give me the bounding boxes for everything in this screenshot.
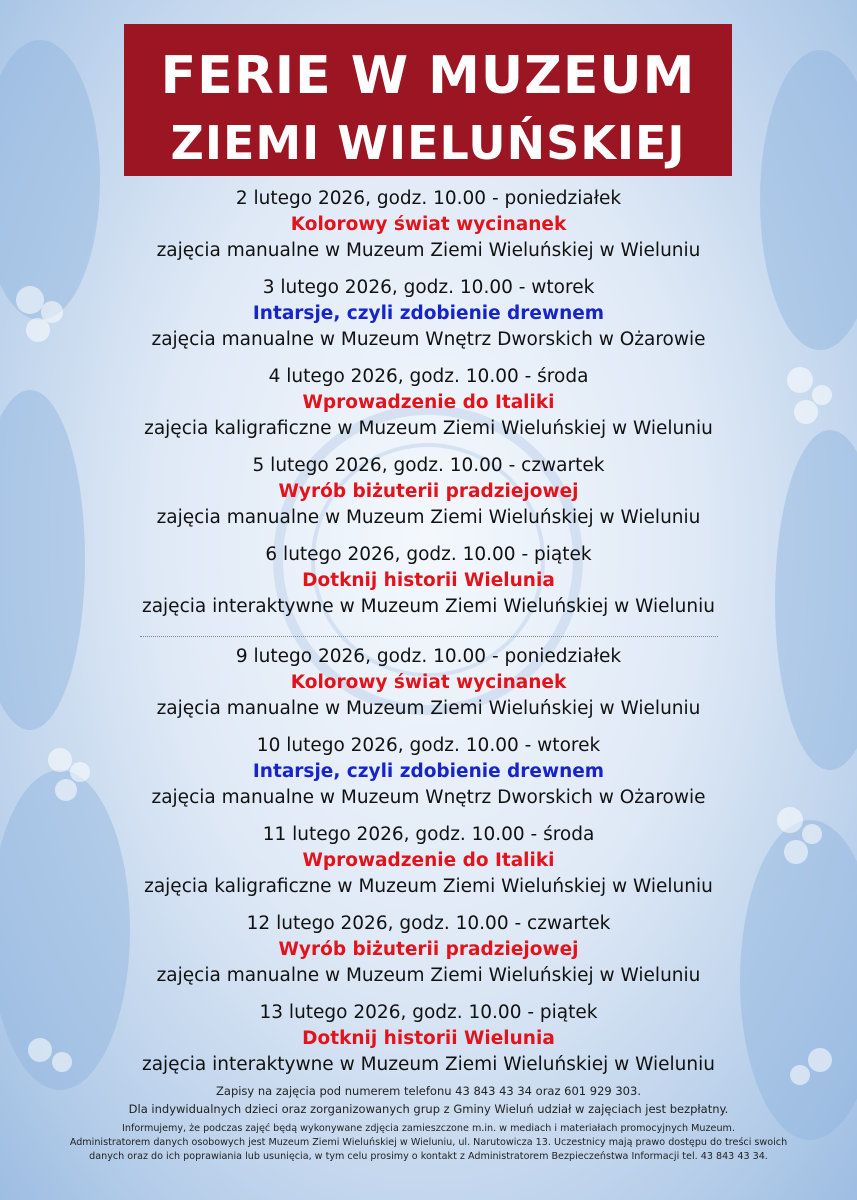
footer-gdpr-2: danych oraz do ich poprawiania lub usunięcia, w tym celu prosimy o kontakt z Administratorem Bezpieczeństwa Informacji tel. 43 843 43 34. xyxy=(89,1151,768,1162)
event-item xyxy=(0,364,857,453)
event-date: 6 lutego 2026, godz. 10.00 - piątek xyxy=(265,544,592,565)
event-title: Intarsje, czyli zdobienie drewnem xyxy=(252,761,605,782)
event-item xyxy=(0,733,857,822)
events-week-2 xyxy=(0,644,857,1089)
footer-free-participation: Dla indywidualnych dzieci oraz zorganizowanych grup z Gminy Wieluń udział w zajęciach jest bezpłatny. xyxy=(128,1102,729,1116)
event-description: zajęcia manualne w Muzeum Ziemi Wieluńskiej w Wieluniu xyxy=(156,240,701,261)
event-title: Wprowadzenie do Italiki xyxy=(302,850,555,871)
event-description: zajęcia manualne w Muzeum Ziemi Wieluńskiej w Wieluniu xyxy=(156,698,701,719)
event-item xyxy=(0,542,857,631)
event-date: 13 lutego 2026, godz. 10.00 - piątek xyxy=(259,1002,598,1023)
event-item xyxy=(0,186,857,275)
event-date: 12 lutego 2026, godz. 10.00 - czwartek xyxy=(246,913,611,934)
event-description: zajęcia kaligraficzne w Muzeum Ziemi Wieluńskiej w Wieluniu xyxy=(144,876,713,897)
event-date: 2 lutego 2026, godz. 10.00 - poniedziałek xyxy=(235,188,622,209)
event-item xyxy=(0,822,857,911)
event-date: 3 lutego 2026, godz. 10.00 - wtorek xyxy=(262,277,595,298)
event-item xyxy=(0,911,857,1000)
event-date: 9 lutego 2026, godz. 10.00 - poniedziałek xyxy=(235,646,622,667)
event-title: Dotknij historii Wielunia xyxy=(302,570,555,591)
title-line-1: FERIE W MUZEUM xyxy=(160,46,696,106)
event-title: Kolorowy świat wycinanek xyxy=(290,672,567,693)
events-week-1 xyxy=(0,186,857,631)
event-date: 11 lutego 2026, godz. 10.00 - środa xyxy=(262,824,595,845)
title-line-2: ZIEMI WIELUŃSKIEJ xyxy=(170,116,686,170)
event-title: Intarsje, czyli zdobienie drewnem xyxy=(252,303,605,324)
event-title: Kolorowy świat wycinanek xyxy=(290,214,567,235)
event-item xyxy=(0,644,857,733)
event-title: Dotknij historii Wielunia xyxy=(302,1028,555,1049)
event-description: zajęcia manualne w Muzeum Wnętrz Dworskich w Ożarowie xyxy=(151,329,706,350)
event-description: zajęcia manualne w Muzeum Wnętrz Dworskich w Ożarowie xyxy=(151,787,706,808)
event-description: zajęcia interaktywne w Muzeum Ziemi Wieluńskiej w Wieluniu xyxy=(142,1054,715,1075)
event-date: 10 lutego 2026, godz. 10.00 - wtorek xyxy=(256,735,601,756)
event-title: Wyrób biżuterii pradziejowej xyxy=(278,939,579,960)
event-description: zajęcia kaligraficzne w Muzeum Ziemi Wieluńskiej w Wieluniu xyxy=(144,418,713,439)
event-title: Wyrób biżuterii pradziejowej xyxy=(278,481,579,502)
footer-gdpr-1: Administratorem danych osobowych jest Muzeum Ziemi Wieluńskiej w Wieluniu, ul. Narutowicza 13. Uczestnicy mają prawo dostępu do treści swoich xyxy=(69,1137,788,1148)
event-date: 4 lutego 2026, godz. 10.00 - środa xyxy=(268,366,589,387)
event-date: 5 lutego 2026, godz. 10.00 - czwartek xyxy=(252,455,605,476)
footer-photo-notice: Informujemy, że podczas zajęć będą wykonywane zdjęcia zamieszczone m.in. w mediach i materiałach promocyjnych Muzeum. xyxy=(122,1123,735,1134)
event-description: zajęcia manualne w Muzeum Ziemi Wieluńskiej w Wieluniu xyxy=(156,507,701,528)
event-description: zajęcia manualne w Muzeum Ziemi Wieluńskiej w Wieluniu xyxy=(156,965,701,986)
event-title: Wprowadzenie do Italiki xyxy=(302,392,555,413)
event-item xyxy=(0,1000,857,1089)
title-banner xyxy=(124,24,732,176)
event-item xyxy=(0,453,857,542)
footer-registration: Zapisy na zajęcia pod numerem telefonu 43 843 43 34 oraz 601 929 303. xyxy=(216,1084,641,1098)
week-separator xyxy=(140,636,718,637)
event-description: zajęcia interaktywne w Muzeum Ziemi Wieluńskiej w Wieluniu xyxy=(142,596,715,617)
event-item xyxy=(0,275,857,364)
